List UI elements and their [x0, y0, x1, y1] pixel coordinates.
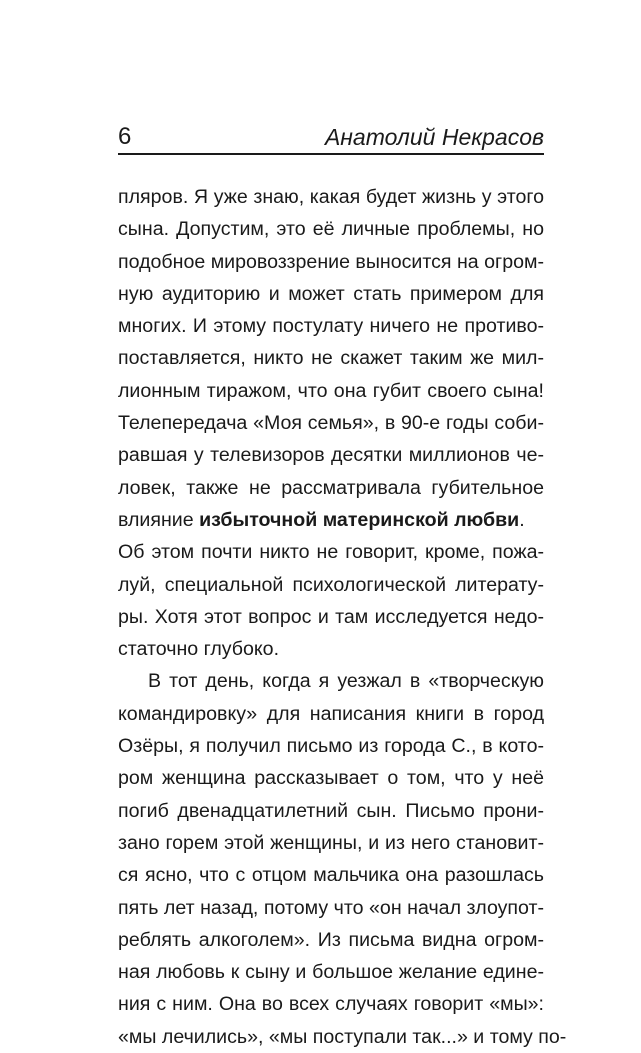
paragraph-first-line: В тот день, когда я уезжал в «творческую [148, 670, 544, 693]
text-line: лионным тиражом, что она губит своего сына! [118, 379, 544, 402]
header-rule [118, 153, 544, 155]
text-line: многих. И этому постулату ничего не противо- [118, 315, 544, 338]
text-line: зано горем этой женщины, и из него становит- [118, 831, 544, 854]
running-head-author: Анатолий Некрасов [324, 124, 544, 150]
text-line: ния с ним. Она во всех случаях говорит «мы»: [118, 993, 544, 1016]
emphasis-text: избыточной материнской любви [199, 508, 520, 531]
text-line: ную аудиторию и может стать примером для [118, 282, 544, 305]
text-line [118, 504, 544, 536]
text-line: командировку» для написания книги в город [118, 702, 544, 725]
text-line: равшая у телевизоров десятки миллионов че- [118, 444, 544, 467]
text-line: Об этом почти никто не говорит, кроме, пожа- [118, 541, 544, 564]
text-line: ры. Хотя этот вопрос и там исследуется недо- [118, 605, 544, 628]
text-line: Телепередача «Моя семья», в 90-е годы соби- [118, 412, 544, 435]
text-span: . [519, 508, 525, 531]
text-line: пляров. Я уже знаю, какая будет жизнь у этого [118, 186, 544, 208]
text-line: «мы лечились», «мы поступали так...» и тому по- [118, 1025, 567, 1048]
text-line: луй, специальной психологической литерату- [118, 573, 544, 596]
page-number: 6 [118, 123, 132, 150]
text-line: поставляется, никто не скажет таким же мил- [118, 347, 544, 370]
body-text [118, 181, 567, 1053]
text-span: влияние [118, 508, 194, 531]
text-line: ром женщина рассказывает о том, что у неё [118, 767, 544, 790]
text-line: сына. Допустим, это её личные проблемы, но [118, 218, 544, 241]
text-line: реблять алкоголем». Из письма видна огром- [118, 928, 544, 951]
text-line: ная любовь к сыну и большое желание едине- [118, 961, 544, 984]
text-line: статочно глубоко. [118, 638, 280, 661]
text-line: подобное мировоззрение выносится на огром- [118, 250, 544, 273]
text-line: погиб двенадцатилетний сын. Письмо прони- [118, 799, 544, 822]
text-line: ся ясно, что с отцом мальчика она разошлась [118, 864, 544, 887]
page-header [118, 124, 544, 154]
text-line: пять лет назад, потому что «он начал злоупот- [118, 896, 544, 919]
text-line: Озёры, я получил письмо из города С., в кото- [118, 735, 544, 758]
text-line: ловек, также не рассматривала губительное [118, 476, 544, 499]
